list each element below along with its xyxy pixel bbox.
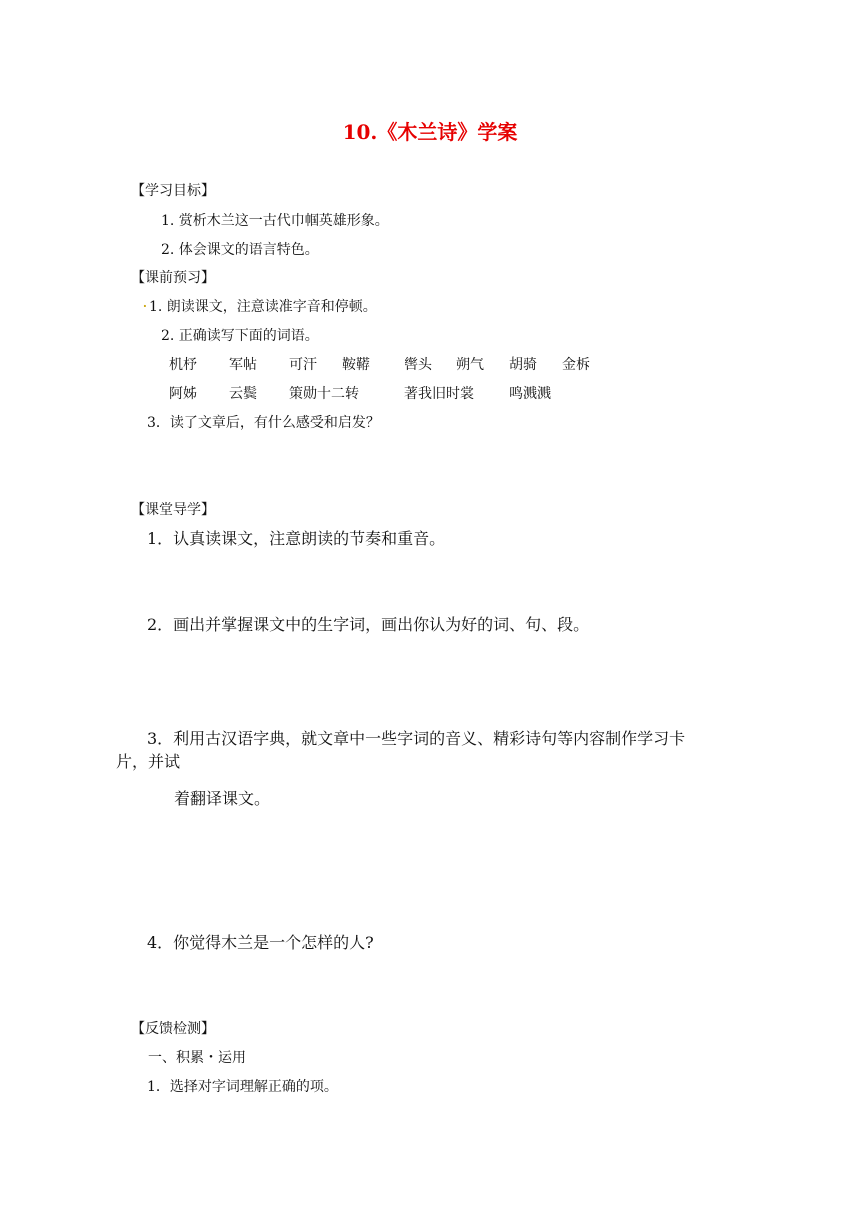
- vocab-word: 阿姊: [169, 386, 197, 402]
- vocab-word: 鸣溅溅: [509, 386, 551, 402]
- feedback-subheading: 一、积累・运用: [148, 1050, 246, 1066]
- preview-item-2: 2. 正确读写下面的词语。: [161, 328, 319, 344]
- class-item-1: 1．认真读课文，注意朗读的节奏和重音。: [147, 529, 446, 548]
- vocab-word: 机杼: [169, 357, 197, 373]
- vocab-word: 著我旧时裳: [404, 386, 474, 402]
- vocab-word: 朔气: [456, 357, 484, 373]
- preview-heading: 【课前预习】: [131, 270, 215, 286]
- vocab-word: 策勋十二转: [289, 386, 359, 402]
- vocab-word: 可汗: [289, 357, 317, 373]
- class-item-4: 4．你觉得木兰是一个怎样的人?: [147, 933, 374, 952]
- preview-item-3: 3．读了文章后，有什么感受和启发？: [147, 415, 380, 431]
- vocab-word: 云鬓: [229, 386, 257, 402]
- class-heading: 【课堂导学】: [131, 502, 215, 518]
- vocab-word: 金柝: [562, 357, 590, 373]
- class-item-3-line-1: 3．利用古汉语字典，就文章中一些字词的音义、精彩诗句等内容制作学习卡: [147, 729, 686, 748]
- goals-item-1: 1. 赏析木兰这一古代巾帼英雄形象。: [161, 213, 389, 229]
- class-item-2: 2．画出并掌握课文中的生字词，画出你认为好的词、句、段。: [147, 615, 590, 634]
- feedback-item-1: 1．选择对字词理解正确的项。: [147, 1079, 338, 1095]
- class-item-3-line-3: 着翻译课文。: [174, 789, 271, 808]
- vocab-word: 鞍鞯: [342, 357, 370, 373]
- preview-item-1: 1. 朗读课文，注意读准字音和停顿。: [149, 299, 377, 315]
- vocab-word: 军帖: [229, 357, 257, 373]
- vocab-word: 胡骑: [509, 357, 537, 373]
- vocab-word: 辔头: [404, 357, 432, 373]
- goals-item-2: 2. 体会课文的语言特色。: [161, 242, 319, 258]
- class-item-3-line-2: 片，并试: [116, 752, 181, 771]
- document-title: 10.《木兰诗》学案: [342, 120, 518, 144]
- preview-item-1-marker: ·: [143, 300, 147, 313]
- goals-heading: 【学习目标】: [131, 183, 215, 199]
- feedback-heading: 【反馈检测】: [131, 1021, 215, 1037]
